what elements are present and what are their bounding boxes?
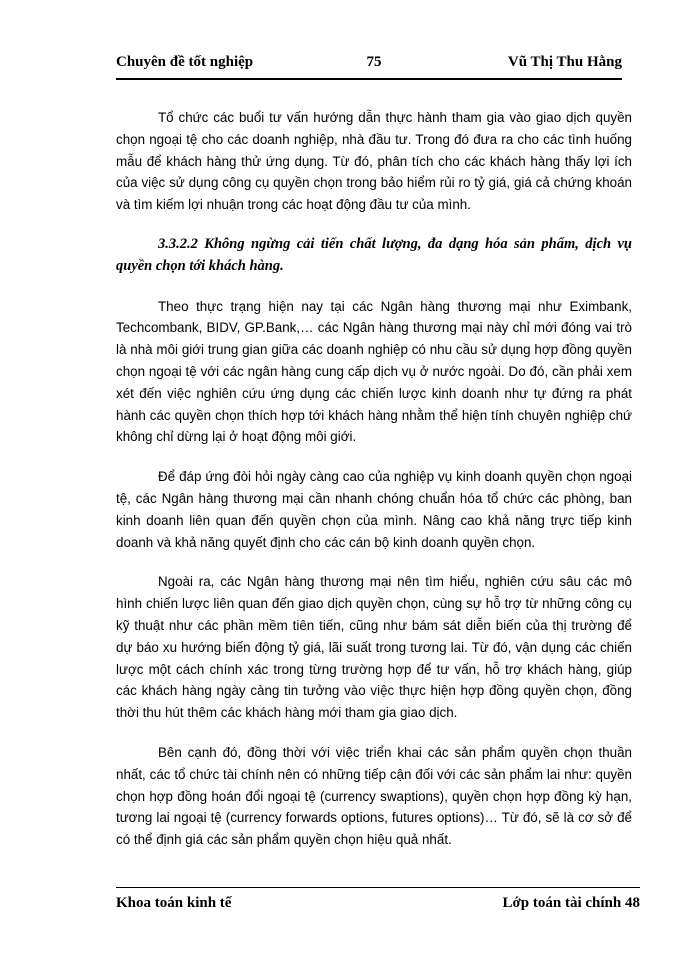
header-thesis-title: Chuyên đề tốt nghiệp (116, 54, 254, 70)
header-author-name: Vũ Thị Thu Hằng (507, 54, 622, 70)
section-heading-3-3-2-2: 3.3.2.2 Không ngừng cải tiến chất lượng, đa dạng hóa sản phẩm, dịch vụ quyền chọn tới khách hàng. (116, 235, 632, 274)
footer-class: Lớp toán tài chính 48 (502, 895, 640, 911)
paragraph-current-situation: Theo thực trạng hiện nay tại các Ngân hàng thương mại như Eximbank, Techcombank, BIDV, GP.Bank,… các Ngân hàng thương mại này chỉ mới đóng vai trò là nhà môi giới trung gian giữa các doanh nghiệp có nhu cầu sử dụng hợp đồng quyền chọn ngoại tệ với các ngân hàng cung cấp dịch vụ ở nước ngoài. Do đó, cần phải xem xét đến việc nghiên cứu ứng dụng các chiến lược kinh doanh như tự đứng ra phát hành các quyền chọn thích hợp tới khách hàng nhằm thể hiện tính chuyên nghiệp chứ không chỉ dừng lại ở hoạt động môi giới. (116, 298, 632, 445)
paragraph-standardize-organization: Để đáp ứng đòi hỏi ngày càng cao của nghiệp vụ kinh doanh quyền chọn ngoại tệ, các Ngân hàng thương mại cần nhanh chóng chuẩn hóa tổ chức các phòng, ban kinh doanh liên quan đến quyền chọn của mình. Nâng cao khả năng trực tiếp kinh doanh và khả năng quyết định cho các cán bộ kinh doanh quyền chọn. (116, 469, 632, 550)
footer-faculty: Khoa toán kinh tế (116, 895, 232, 911)
page-body (116, 107, 632, 869)
paragraph-hybrid-products: Bên cạnh đó, đồng thời với việc triển khai các sản phẩm quyền chọn thuần nhất, các tổ chức tài chính nên có những tiếp cận đối với các sản phẩm lai như: quyền chọn hợp đồng hoán đổi ngoại tệ (currency swaptions), quyền chọn hợp đồng kỳ hạn, tương lai ngoại tệ (currency forwards options, futures options)… Từ đó, sẽ là cơ sở để có thể định giá các sản phẩm quyền chọn hiệu quả nhất. (116, 744, 632, 848)
page-footer (116, 887, 640, 914)
paragraph-research-strategies: Ngoài ra, các Ngân hàng thương mại nên tìm hiểu, nghiên cứu sâu các mô hình chiến lược liên quan đến giao dịch quyền chọn, cùng sự hỗ trợ từ những công cụ kỹ thuật như các phần mềm tiên tiến, cũng như bám sát diễn biến của thị trường để dự báo xu hướng biến động tỷ giá, lãi suất trong tương lai. Từ đó, vận dụng các chiến lược một cách chính xác trong từng trường hợp để tư vấn, hỗ trợ khách hàng, giúp các khách hàng ngày càng tin tưởng vào việc thực hiện hợp đồng quyền chọn, đồng thời thu hút thêm các khách hàng mới tham gia giao dịch. (116, 574, 632, 721)
paragraph-consulting-sessions: Tổ chức các buổi tư vấn hướng dẫn thực hành tham gia vào giao dịch quyền chọn ngoại tệ cho các doanh nghiệp, nhà đầu tư. Trong đó đưa ra cho các tình huống mẫu để khách hàng thử ứng dụng. Từ đó, phân tích cho các khách hàng thấy lợi ích của việc sử dụng công cụ quyền chọn trong bảo hiểm rủi ro tỷ giá, giá cả chứng khoán và tìm kiếm lợi nhuận trong các hoạt động đầu tư của mình. (116, 110, 632, 213)
page-header (116, 52, 622, 80)
header-page-number: 75 (366, 54, 382, 70)
